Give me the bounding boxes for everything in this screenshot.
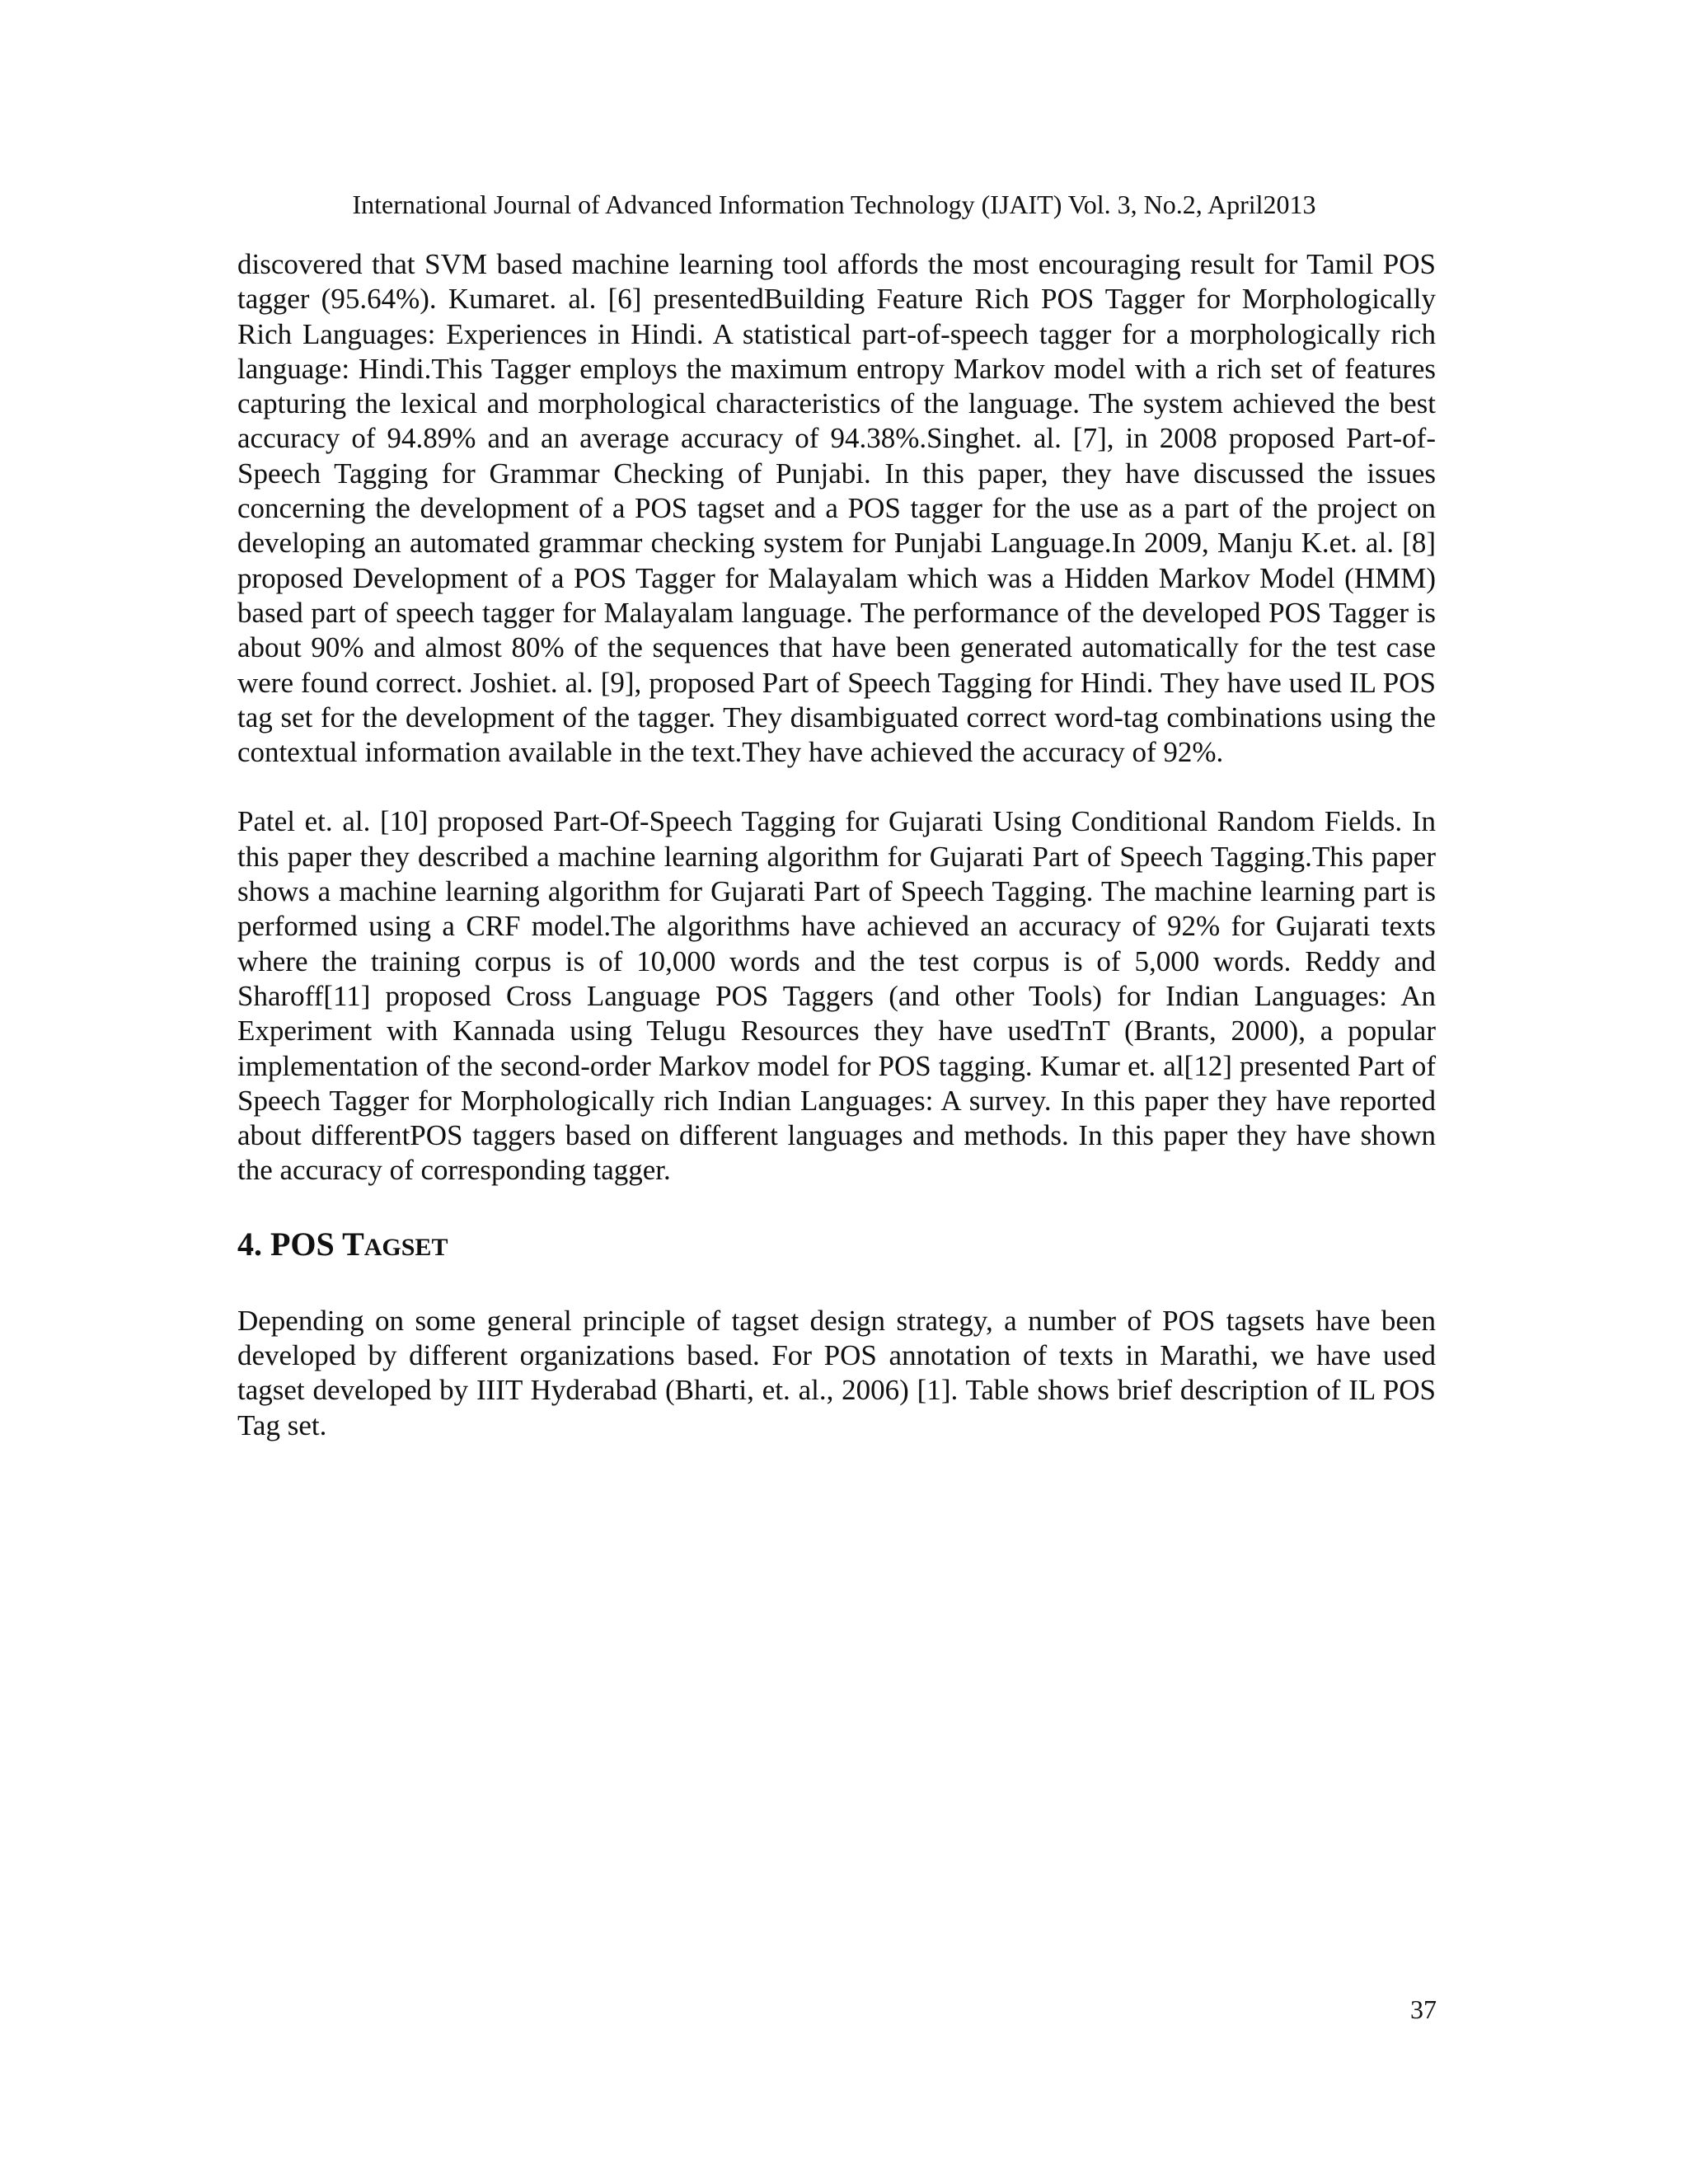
page-number: 37 [1410, 1994, 1437, 2024]
paragraph-related-work-1: discovered that SVM based machine learning tool affords the most encouraging result for Tamil POS tagger (95.64%). Kumaret. al. [6] presentedBuilding Feature Rich POS Tagger for Morphologically Rich Languages: Experiences in Hindi. A statistical part-of-speech tagger for a morphologically rich language: Hindi.This Tagger employs the maximum entropy Markov model with a rich set of features capturing the lexical and morphological characteristics of the language. The system achieved the best accuracy of 94.89% and an average accuracy of 94.38%.Singhet. al. [7], in 2008 proposed Part-of-Speech Tagging for Grammar Checking of Punjabi. In this paper, they have discussed the issues concerning the development of a POS tagset and a POS tagger for the use as a part of the project on developing an automated grammar checking system for Punjabi Language.In 2009, Manju K.et. al. [8] proposed Development of a POS Tagger for Malayalam which was a Hidden Markov Model (HMM) based part of speech tagger for Malayalam language. The performance of the developed POS Tagger is about 90% and almost 80% of the sequences that have been generated automatically for the test case were found correct. Joshiet. al. [9], proposed Part of Speech Tagging for Hindi. They have used IL POS tag set for the development of the tagger. They disambiguated correct word-tag combinations using the contextual information available in the text.They have achieved the accuracy of 92%. [237, 248, 1436, 769]
section-heading-smallcaps: AGSET [363, 1233, 448, 1261]
running-header [0, 186, 1688, 223]
journal-title: International Journal of Advanced Information Technology (IJAIT) Vol. 3, No.2, April2013 [352, 190, 1316, 219]
body-column [237, 247, 1436, 1443]
section-heading [237, 1225, 1436, 1268]
section-heading-main: 4. POS T [237, 1225, 364, 1263]
paragraph-tagset: Depending on some general principle of tagset design strategy, a number of POS tagsets have been developed by different organizations based. For POS annotation of texts in Marathi, we have used tagset developed by IIIT Hyderabad (Bharti, et. al., 2006) [1]. Table shows brief description of IL POS Tag set. [237, 1304, 1436, 1441]
paragraph-related-work-2: Patel et. al. [10] proposed Part-Of-Speech Tagging for Gujarati Using Conditional Random Fields. In this paper they described a machine learning algorithm for Gujarati Part of Speech Tagging.This paper shows a machine learning algorithm for Gujarati Part of Speech Tagging. The machine learning part is performed using a CRF model.The algorithms have achieved an accuracy of 92% for Gujarati texts where the training corpus is of 10,000 words and the test corpus is of 5,000 words. Reddy and Sharoff[11] proposed Cross Language POS Taggers (and other Tools) for Indian Languages: An Experiment with Kannada using Telugu Resources they have usedTnT (Brants, 2000), a popular implementation of the second-order Markov model for POS tagging. Kumar et. al[12] presented Part of Speech Tagger for Morphologically rich Indian Languages: A survey. In this paper they have reported about differentPOS taggers based on different languages and methods. In this paper they have shown the accuracy of corresponding tagger. [237, 805, 1436, 1187]
